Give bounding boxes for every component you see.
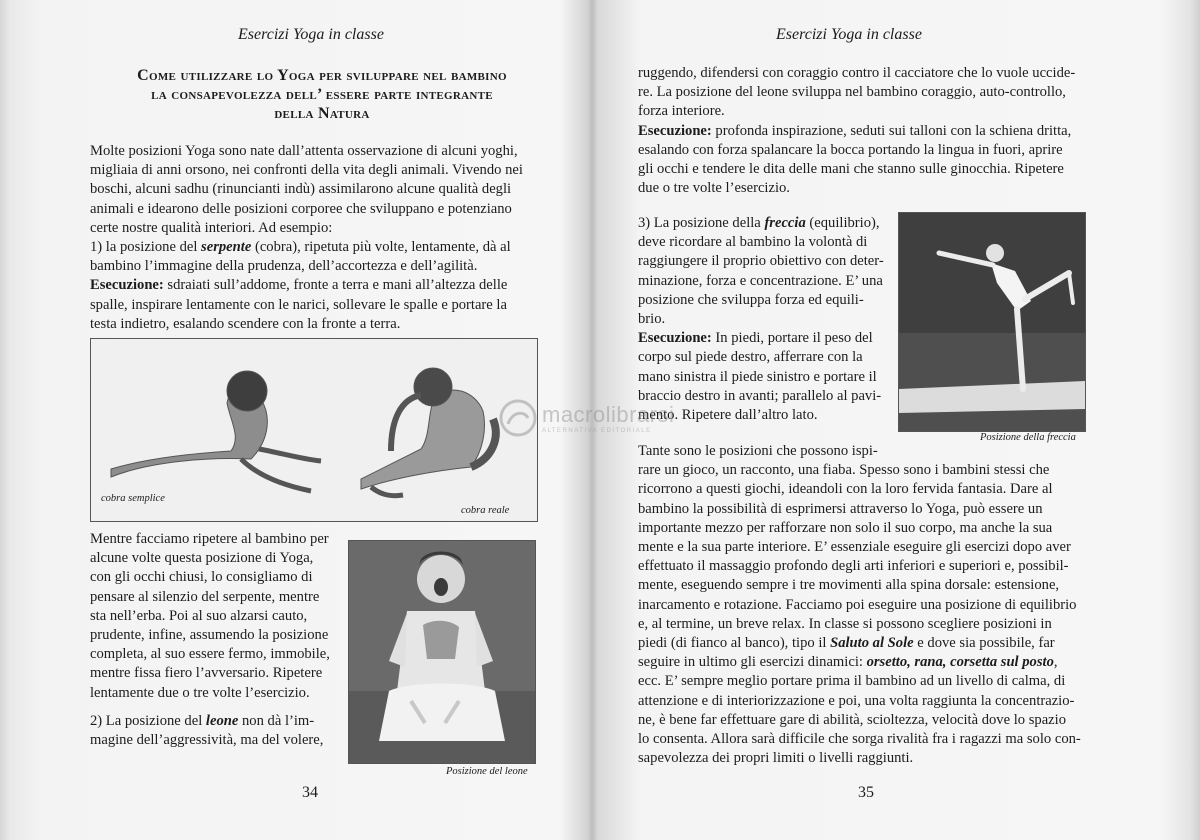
exec-label: Esecuzione:	[90, 277, 164, 294]
intro-line: boschi, alcuni sadhu (rinuncianti indù) assimilarono alcune qualità degli	[90, 181, 512, 198]
running-head-left: Esercizi Yoga in classe	[238, 26, 384, 43]
breath-line: Mentre facciamo ripetere al bambino per	[90, 531, 329, 547]
closing-line: ne, è bene far effettuare gare di abilità, scioltezza, velocità dove lo spazio	[638, 711, 1067, 728]
intro-line: animali e idearono delle posizioni corporee che sviluppano e potenziano	[90, 200, 512, 217]
saluto-term: Saluto al Sole	[830, 635, 914, 652]
caption-cobra-semplice: cobra semplice	[101, 493, 165, 504]
running-head-right: Esercizi Yoga in classe	[776, 26, 922, 43]
intro-line: Molte posizioni Yoga sono nate dall’attenta osservazione di alcuni yoghi,	[90, 143, 518, 159]
closing-line: attenzione e di interiorizzazione e poi, una volta raggiunta la concentrazio-	[638, 692, 1075, 709]
final-paragraph	[638, 442, 1086, 768]
final-line: effettuato il massaggio profondo degli arti inferiori e superiori e, possibil-	[638, 558, 1069, 575]
freccia-line: deve ricordare al bambino la volontà di	[638, 234, 868, 251]
lion-continuation	[638, 64, 1086, 198]
leone-paragraph	[90, 712, 348, 750]
lion-exec-line: gli occhi e tendere le dita delle mani che stanno sulle ginocchia. Ripetere	[638, 161, 1064, 178]
final-line: inarcamento e rotazione. Facciamo poi eseguire una posizione di equilibrio	[638, 596, 1077, 613]
freccia-line: raggiungere il proprio obiettivo con deter-	[638, 253, 884, 270]
freccia-exec-line: Esecuzione: In piedi, portare il peso del	[638, 330, 873, 347]
freccia-line: posizione che sviluppa forza ed equili-	[638, 291, 864, 308]
freccia-line: brio.	[638, 311, 666, 328]
exec-label: Esecuzione:	[638, 122, 712, 139]
watermark-tagline: ALTERNATIVA EDITORIALE	[542, 428, 652, 434]
intro-line: certe nostre qualità interiori. Ad esempio:	[90, 219, 333, 236]
section-heading	[90, 66, 554, 123]
heading-line-1: Come utilizzare lo Yoga per sviluppare nel bambino	[137, 67, 507, 84]
serpente-line: 1) la posizione del serpente (cobra), ripetuta più volte, lentamente, dà al	[90, 239, 511, 256]
final-line: importante mezzo per rafforzare non solo il suo corpo, ma anche la sua	[638, 519, 1053, 536]
final-line: mente e la sua parte interiore. E’ essenziale eseguire gli esercizi dopo aver	[638, 539, 1071, 556]
caption-cobra-reale: cobra reale	[461, 505, 510, 516]
final-line: mente, eseguendo sempre i tre movimenti alla spina dorsale: estensione,	[638, 577, 1060, 594]
leone-term: leone	[205, 713, 239, 729]
serpente-term: serpente	[201, 239, 252, 256]
exec-label: Esecuzione:	[638, 330, 712, 347]
lion-exec-line: esalando con forza spalancare la bocca portando la lingua in fuori, aprire	[638, 141, 1063, 158]
intro-paragraph	[90, 142, 552, 334]
final-line: Tante sono le posizioni che possono ispi-	[638, 443, 878, 459]
serpente-line-2: bambino l’immagine della prudenza, dell’accortezza e dell’agilità.	[90, 258, 478, 275]
breath-line: prudente, infine, assumendo la posizione	[90, 627, 329, 644]
watermark-logo-icon	[498, 398, 538, 438]
lion-cont-line: re. La posizione del leone sviluppa nel bambino coraggio, auto-controllo,	[638, 84, 1066, 101]
final-line: ricorrono a questi giochi, ideandoli con la loro fervida fantasia. Dare al	[638, 481, 1053, 498]
serpente-exec-line: spalle, inspirare lentamente con le narici, sollevare le spalle e portare la	[90, 296, 507, 313]
breath-paragraph	[90, 530, 348, 703]
page-number-right: 35	[858, 784, 874, 801]
final-line: e, al termine, un breve relax. In classe si possono scegliere posizioni in	[638, 615, 1052, 632]
final-line: bambino la possibilità di esprimersi attraverso lo Yoga, può essere un	[638, 500, 1043, 517]
lion-photo	[348, 540, 536, 764]
leone-line-2: magine dell’aggressività, ma del volere,	[90, 732, 324, 749]
page-number-left: 34	[302, 784, 318, 801]
breath-line: sta nell’erba. Poi al suo alzarsi cauto,	[90, 607, 308, 624]
freccia-exec-line: corpo sul piede destro, afferrare con la	[638, 349, 863, 366]
freccia-term: freccia	[764, 215, 806, 231]
dinamici-terms: orsetto, rana, corsetta sul posto	[866, 654, 1054, 671]
left-page	[14, 0, 582, 840]
caption-leone: Posizione del leone	[446, 766, 528, 777]
freccia-paragraph	[638, 214, 886, 425]
closing-line: lo consenta. Allora sarà difficile che sorga rivalità fra i ragazzi ma solo con-	[638, 731, 1081, 748]
leone-line: 2) La posizione del leone non dà l’im-	[90, 713, 315, 729]
freccia-exec-line: mento. Ripetere dall’altro lato.	[638, 407, 818, 424]
saluto-line: piedi (di fianco al banco), tipo il Saluto al Sole e dove sia possibile, far	[638, 635, 1055, 652]
final-line: rare un gioco, un racconto, una fiaba. Spesso sono i bambini stessi che	[638, 462, 1050, 479]
watermark-brand: macrolibrarsi	[542, 402, 675, 427]
freccia-photo	[898, 212, 1086, 432]
closing-line: sapevolezza dei propri limiti o livelli raggiunti.	[638, 750, 914, 767]
serpente-exec-line: Esecuzione: sdraiati sull’addome, fronte a terra e mani all’altezza delle	[90, 277, 508, 294]
lion-cont-line: ruggendo, difendersi con coraggio contro il cacciatore che lo vuole uccide-	[638, 65, 1076, 81]
freccia-exec-line: braccio destro in avanti; parallelo al pavi-	[638, 387, 882, 404]
breath-line: alcune volte questa posizione di Yoga,	[90, 550, 314, 567]
caption-freccia: Posizione della freccia	[980, 432, 1076, 443]
heading-line-2: la consapevolezza dell’ essere parte integrante	[151, 86, 493, 103]
breath-line: con gli occhi chiusi, lo consigliamo di	[90, 569, 313, 586]
freccia-illustration	[899, 213, 1085, 431]
lion-cont-line: forza interiore.	[638, 103, 725, 120]
serpente-exec-line: testa indietro, esalando scendere con la fronte a terra.	[90, 315, 401, 332]
freccia-line: minazione, forza e concentrazione. E’ una	[638, 272, 883, 289]
cobra-photo	[90, 338, 538, 522]
heading-line-3: della Natura	[274, 105, 370, 122]
freccia-line: 3) La posizione della freccia (equilibrio),	[638, 215, 880, 231]
intro-line: migliaia di anni orsono, nei confronti della vita degli animali. Vivendo nei	[90, 162, 523, 179]
dinamici-line: seguire in ultimo gli esercizi dinamici: orsetto, rana, corsetta sul posto,	[638, 654, 1058, 671]
watermark	[498, 398, 698, 440]
lion-exec-line: Esecuzione: profonda inspirazione, seduti sui talloni con la schiena dritta,	[638, 122, 1072, 139]
lion-illustration	[349, 541, 535, 763]
freccia-exec-line: mano sinistra il piede sinistro e portare il	[638, 368, 877, 385]
breath-line: pensare al silenzio del serpente, mentre	[90, 588, 320, 605]
lion-exec-line: due o tre volte l’esercizio.	[638, 180, 790, 197]
breath-line: completa, al suo essere fermo, immobile,	[90, 646, 330, 663]
breath-line: mentre fissa fiero l’avversario. Ripetere	[90, 665, 323, 682]
breath-line: lentamente due o tre volte l’esercizio.	[90, 684, 310, 701]
closing-line: ecc. E’ sempre meglio portare prima il bambino ad un livello di calma, di	[638, 673, 1066, 690]
